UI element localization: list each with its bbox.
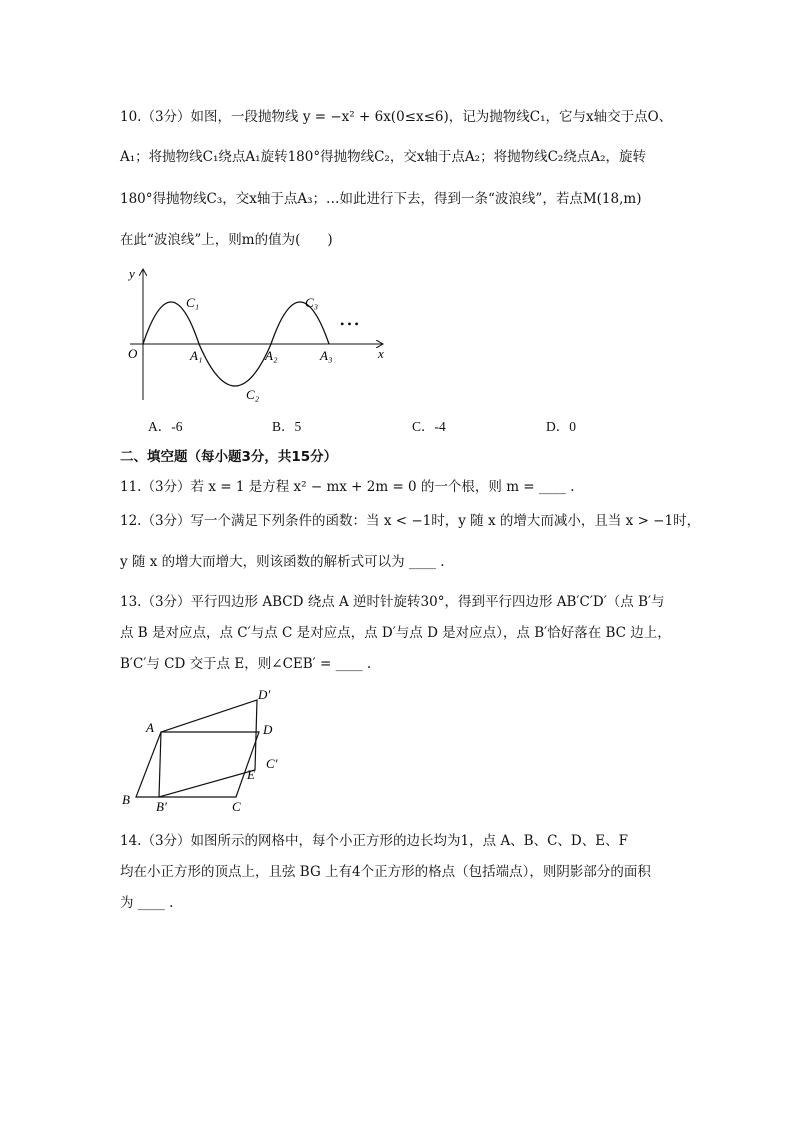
label-c: C	[232, 799, 241, 814]
continuation-dots: • • •	[340, 317, 359, 331]
choice-a[interactable]: A．-6	[148, 419, 183, 434]
q12-line1: 12.（3分）写一个满足下列条件的函数：当 x < −1时，y 随 x 的增大而减小，且当 x > −1时，	[120, 513, 701, 529]
label-d-prime: D′	[258, 687, 271, 702]
wave-graph	[120, 262, 390, 407]
q14-line3: 为 ____ .	[120, 895, 174, 911]
label-c3: C₃	[305, 295, 319, 310]
label-c2: C₂	[246, 387, 260, 402]
q13-line3: B′C′与 CD 交于点 E，则∠CEB′ = ____ .	[120, 656, 372, 672]
section-fill-in-heading: 二、填空题（每小题3分，共15分）	[120, 449, 338, 465]
label-a3: A₃	[320, 348, 333, 363]
q10-line2: A₁；将抛物线C₁绕点A₁旋转180°得抛物线C₂，交x轴于点A₂；将抛物线C₂绕点A₂，旋转	[120, 149, 646, 165]
choice-d[interactable]: D．0	[546, 419, 576, 434]
label-x: x	[378, 346, 384, 361]
label-e: E	[247, 767, 255, 782]
parallelogram-figure	[118, 684, 298, 814]
choice-b[interactable]: B．5	[272, 419, 302, 434]
label-a1: A₁	[190, 348, 203, 363]
q14-line2: 均在小正方形的顶点上，且弦 BG 上有4个正方形的格点（包括端点），则阴影部分的面积	[120, 864, 651, 880]
q13-line1: 13.（3分）平行四边形 ABCD 绕点 A 逆时针旋转30°，得到平行四边形 AB′C′D′（点 B′与	[120, 594, 665, 610]
q13-line2: 点 B 是对应点，点 C′与点 C 是对应点，点 D′与点 D 是对应点），点 B′恰好落在 BC 边上，	[120, 625, 671, 641]
label-b: B	[122, 792, 130, 807]
q10-line4: 在此“波浪线”上，则m的值为( )	[120, 232, 333, 248]
choice-c[interactable]: C．-4	[412, 419, 446, 434]
curve-c2	[199, 344, 271, 386]
label-a2: A₂	[265, 348, 278, 363]
label-y: y	[129, 266, 135, 281]
label-d: D	[263, 722, 273, 737]
q11-text: 11.（3分）若 x = 1 是方程 x² − mx + 2m = 0 的一个根，则 m = ____ .	[120, 479, 575, 495]
label-o: O	[128, 346, 138, 361]
q10-line3: 180°得抛物线C₃，交x轴于点A₃；…如此进行下去，得到一条“波浪线”，若点M(18,m)	[120, 191, 642, 207]
parallelogram-abcd	[136, 732, 259, 797]
curve-c3	[271, 302, 329, 344]
q10-line1: 10.（3分）如图，一段抛物线 y = −x² + 6x(0≤x≤6)，记为抛物线C₁，它与x轴交于点O、	[120, 109, 673, 125]
label-c-prime: C′	[266, 756, 278, 771]
label-c1: C₁	[186, 295, 200, 310]
q14-line1: 14.（3分）如图所示的网格中，每个小正方形的边长均为1，点 A、B、C、D、E、F	[120, 833, 628, 849]
label-b-prime: B′	[156, 799, 167, 814]
parallelogram-ab-c-d-prime	[159, 700, 257, 797]
label-a: A	[146, 720, 154, 735]
q12-line2: y 随 x 的增大而增大，则该函数的解析式可以为 ____ .	[120, 554, 445, 570]
